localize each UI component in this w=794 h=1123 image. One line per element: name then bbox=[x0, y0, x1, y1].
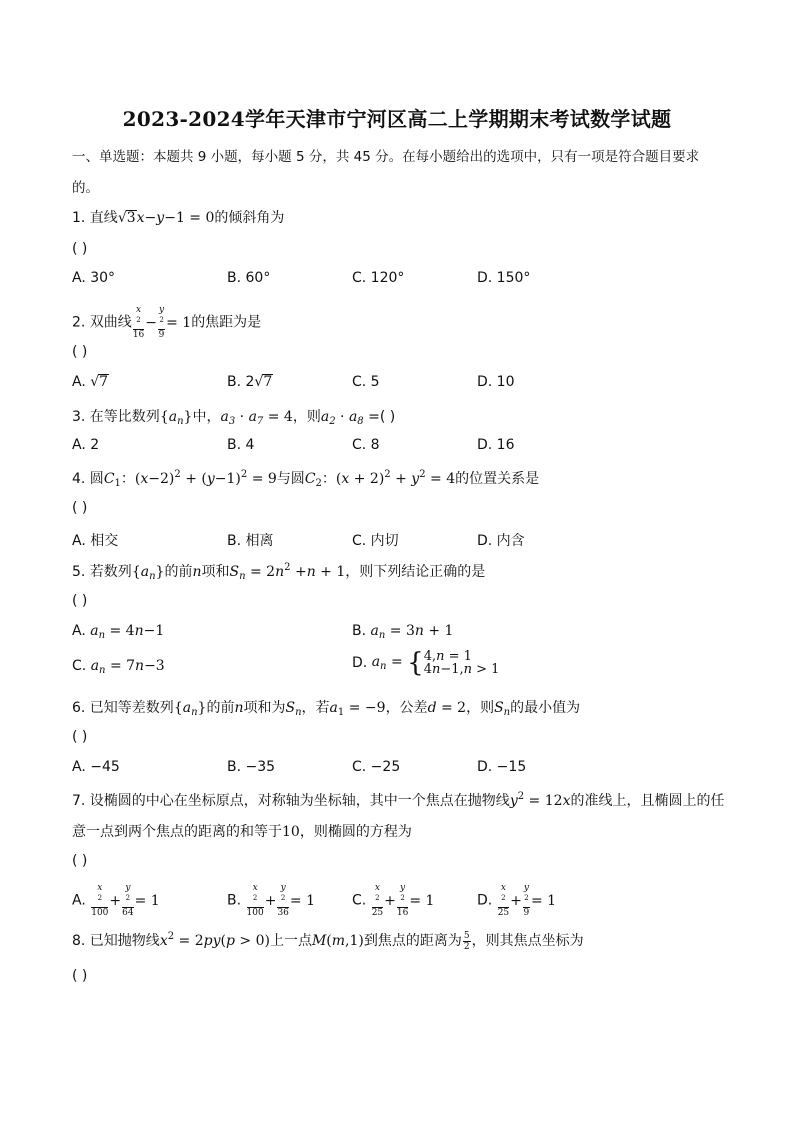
question-1-lead: 1. 直线 bbox=[72, 210, 118, 226]
question-3-lead: 3. 在等比数列 bbox=[72, 409, 160, 425]
option-d[interactable]: D. x $^2$ 25 + y $^2$ 9 = 1 bbox=[477, 883, 557, 918]
answer-blank-2[interactable]: ( ) bbox=[72, 344, 88, 360]
question-6-options bbox=[72, 759, 734, 783]
answer-blank-5[interactable]: ( ) bbox=[72, 593, 88, 609]
option-d[interactable]: D. 16 bbox=[477, 437, 515, 453]
option-c[interactable]: C. 内切 bbox=[352, 533, 399, 549]
question-2 bbox=[72, 305, 734, 340]
question-4-options bbox=[72, 530, 734, 554]
option-c[interactable]: C. x $^2$ 25 + y $^2$ 16 = 1 bbox=[352, 883, 435, 918]
option-a[interactable]: A. 30° bbox=[72, 270, 116, 286]
question-6: 6. 已知等差数列$\{a_n\}$的前n项和为$S_n$，若$a_1 = -9$，公差d = 2，则$S_n$的最小值为 bbox=[72, 700, 581, 718]
section-heading-line1: 一、单选题：本题共 9 小题，每小题 5 分，共 45 分。在每小题给出的选项中，只有一项是符合题目要求 bbox=[72, 149, 700, 165]
question-8: 8. 已知抛物线$x^2 = 2py(p > 0)$上一点M(m,1)到焦点的距离为 $\frac{5}{2}$ ，则其焦点坐标为 bbox=[72, 930, 584, 952]
question-7-options bbox=[72, 883, 734, 918]
question-2-options bbox=[72, 374, 734, 398]
answer-blank-4[interactable]: ( ) bbox=[72, 500, 88, 516]
question-5: 5. 若数列$\{a_n\}$的前n项和$S_n = 2n^2 +n + 1$，则下列结论正确的是 bbox=[72, 562, 486, 582]
question-4: 4. 圆$C_1$：$(x-2)^2 + (y-1)^2 = 9$与圆$C_2$：$(x + 2)^2 + y^2 = 4$的位置关系是 bbox=[72, 469, 540, 489]
option-c[interactable]: C. $a_n = 7n-3$ bbox=[72, 658, 165, 676]
question-5-options-row2 bbox=[72, 650, 734, 684]
option-b[interactable]: B. x $^2$ 100 + y $^2$ 36 = 1 bbox=[227, 883, 315, 918]
option-d[interactable]: D. 内含 bbox=[477, 533, 525, 549]
question-4-lead: 4. 圆 bbox=[72, 471, 104, 487]
option-a[interactable]: A. √7 bbox=[72, 374, 109, 390]
option-c[interactable]: C. −25 bbox=[352, 759, 401, 775]
answer-blank-1[interactable]: ( ) bbox=[72, 241, 88, 257]
page-title: 2023-2024学年天津市宁河区高二上学期期末考试数学试题 bbox=[122, 107, 672, 131]
answer-blank-6[interactable]: ( ) bbox=[72, 729, 88, 745]
question-1 bbox=[72, 207, 734, 227]
question-3: 3. 在等比数列$\{a_n\}$中，$a_3 \cdot a_7 = 4$，则$a_2 \cdot a_8$ =( ) bbox=[72, 409, 396, 427]
option-b[interactable]: B. 2√7 bbox=[227, 374, 273, 390]
option-b[interactable]: B. 60° bbox=[227, 270, 271, 286]
option-d[interactable]: D. 10 bbox=[477, 374, 515, 390]
question-7-line2: 意一点到两个焦点的距离的和等于10，则椭圆的方程为 bbox=[72, 824, 412, 840]
question-2-formula: x $^2$ 16 − y $^2$ 9 = 1 bbox=[132, 305, 192, 340]
option-c[interactable]: C. 120° bbox=[352, 270, 405, 286]
question-3-options bbox=[72, 437, 734, 461]
option-a[interactable]: A. −45 bbox=[72, 759, 120, 775]
question-5-options-row1 bbox=[72, 623, 734, 647]
question-1-options bbox=[72, 270, 734, 294]
answer-blank-7[interactable]: ( ) bbox=[72, 853, 88, 869]
option-c[interactable]: C. 8 bbox=[352, 437, 380, 453]
question-1-tail: 的倾斜角为 bbox=[214, 210, 285, 226]
answer-blank-8[interactable]: ( ) bbox=[72, 968, 88, 984]
option-b[interactable]: B. −35 bbox=[227, 759, 276, 775]
option-c[interactable]: C. 5 bbox=[352, 374, 380, 390]
option-d[interactable]: D. $a_n$ = { 4,n = 1 4n−1,n > 1 bbox=[352, 648, 500, 678]
option-b[interactable]: B. $a_n = 3n + 1$ bbox=[352, 623, 454, 641]
option-a[interactable]: A. 2 bbox=[72, 437, 100, 453]
option-d[interactable]: D. 150° bbox=[477, 270, 531, 286]
answer-blank-3[interactable]: ( ) bbox=[379, 409, 396, 425]
option-b[interactable]: B. 相离 bbox=[227, 533, 274, 549]
option-b[interactable]: B. 4 bbox=[227, 437, 255, 453]
question-2-lead: 2. 双曲线 bbox=[72, 314, 132, 331]
option-a[interactable]: A. 相交 bbox=[72, 533, 119, 549]
option-a[interactable]: A. $a_n = 4n-1$ bbox=[72, 623, 165, 641]
option-d[interactable]: D. −15 bbox=[477, 759, 527, 775]
question-1-formula: √3x−y−1 = 0 bbox=[117, 210, 215, 226]
question-7-line1: 7. 设椭圆的中心在坐标原点，对称轴为坐标轴，其中一个焦点在抛物线$y^2 = 12x$的准线上，且椭圆上的任 bbox=[72, 791, 725, 809]
question-2-tail: 的焦距为是 bbox=[191, 314, 262, 331]
section-heading-line2: 的。 bbox=[72, 180, 99, 196]
option-a[interactable]: A. x $^2$ 100 + y $^2$ 64 = 1 bbox=[72, 883, 160, 918]
